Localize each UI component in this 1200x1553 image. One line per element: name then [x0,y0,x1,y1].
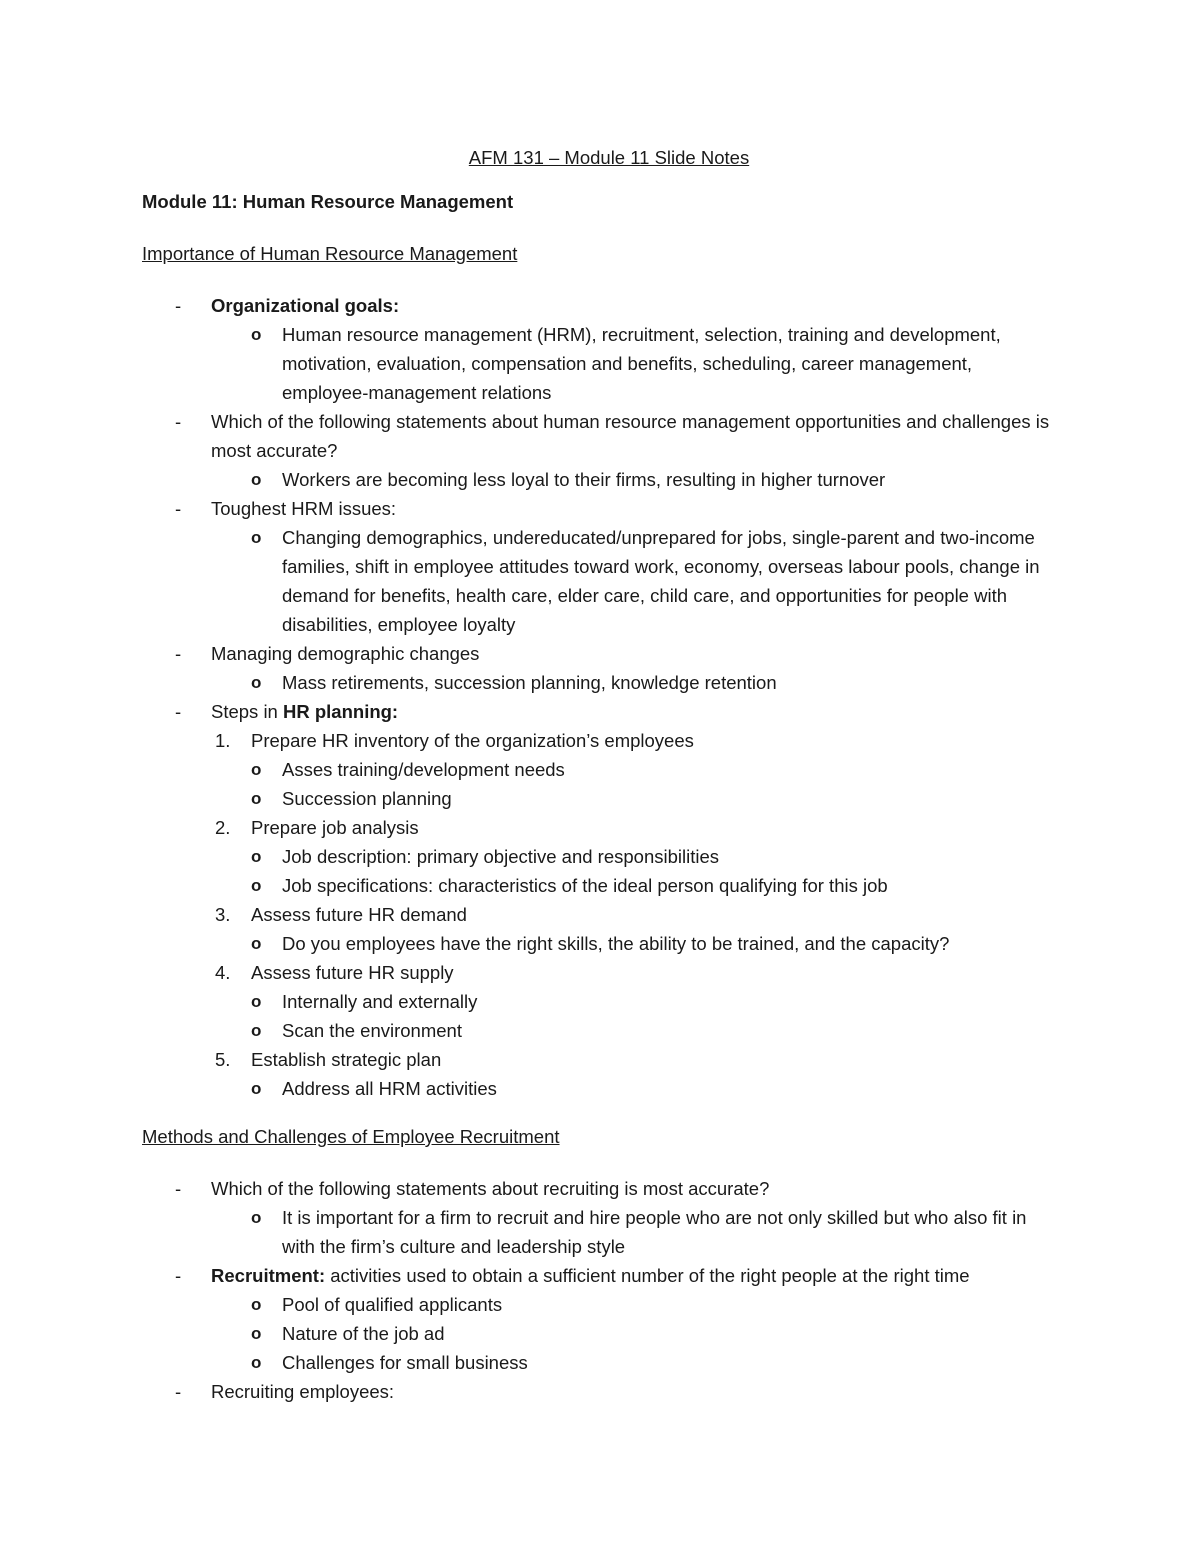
sub-list-item [142,1203,1062,1261]
list-item [142,1174,1062,1203]
dash-bullet: - [175,1265,182,1286]
sub-list-item-text: Job specifications: characteristics of the ideal person qualifying for this job [282,875,888,896]
sub-list-item [142,465,1062,494]
list-item-text: Recruiting employees: [211,1381,395,1402]
sub-list-item-text: Changing demographics, undereducated/unprepared for jobs, single-parent and two-income families, shift in employee attitudes toward work, economy, overseas labour pools, change in demand for benefits, health care, elder care, child care, and opportunities for people with disabilities, employee loyalty [282,527,1040,635]
circle-bullet-icon: o [251,876,262,895]
numbered-step [142,726,1062,755]
list-item-text: Which of the following statements about recruiting is most accurate? [211,1178,770,1199]
step-number: 4. [215,962,231,983]
list-item [142,494,1062,523]
sub-list-item-text: Mass retirements, succession planning, knowledge retention [282,672,777,693]
module-heading: Module 11: Human Resource Management [142,191,514,212]
sub-list-item [142,1319,1062,1348]
circle-bullet-icon: o [251,1324,262,1343]
step-text: Prepare HR inventory of the organization’s employees [251,730,694,751]
list-item [142,407,1062,465]
list-item [142,1377,1062,1406]
sub-list-item [142,987,1062,1016]
sub-list-item [142,842,1062,871]
section-heading-importance: Importance of Human Resource Management [142,243,518,264]
step-number: 1. [215,730,231,751]
sub-list-item-text: Scan the environment [282,1020,462,1041]
circle-bullet-icon: o [251,847,262,866]
sub-list-item-text: Pool of qualified applicants [282,1294,503,1315]
list-item-bold: HR planning: [283,701,399,722]
step-text: Assess future HR supply [251,962,454,983]
dash-bullet: - [175,701,182,722]
step-text: Prepare job analysis [251,817,419,838]
list-item-text: Managing demographic changes [211,643,480,664]
circle-bullet-icon: o [251,470,262,489]
sub-list-item-text: Workers are becoming less loyal to their firms, resulting in higher turnover [282,469,886,490]
sub-list-item-text: Asses training/development needs [282,759,565,780]
sub-list-item [142,1290,1062,1319]
circle-bullet-icon: o [251,1079,262,1098]
circle-bullet-icon: o [251,325,262,344]
list-item-label: Organizational goals: [211,295,400,316]
sub-list-item-text: Challenges for small business [282,1352,528,1373]
circle-bullet-icon: o [251,760,262,779]
sub-list-item [142,784,1062,813]
sub-list-item-text: Address all HRM activities [282,1078,497,1099]
sub-list-item-text: Human resource management (HRM), recruitment, selection, training and development, motivation, evaluation, compensation and benefits, scheduling, career management, employee-management relations [282,324,1001,403]
dash-bullet: - [175,1178,182,1199]
sub-list-item [142,871,1062,900]
sub-list-item-text: It is important for a firm to recruit and hire people who are not only skilled but who also fit in with the firm’s culture and leadership style [282,1207,1027,1257]
circle-bullet-icon: o [251,789,262,808]
sub-list-item-text: Job description: primary objective and responsibilities [282,846,720,867]
numbered-step [142,813,1062,842]
sub-list-item-text: Succession planning [282,788,452,809]
sub-list-item-text: Internally and externally [282,991,478,1012]
numbered-step [142,958,1062,987]
dash-bullet: - [175,295,182,316]
list-item-bold: Recruitment: [211,1265,326,1286]
list-item [142,291,1062,320]
circle-bullet-icon: o [251,934,262,953]
sub-list-item [142,1074,1062,1103]
step-text: Establish strategic plan [251,1049,442,1070]
dash-bullet: - [175,411,182,432]
step-number: 3. [215,904,231,925]
circle-bullet-icon: o [251,1295,262,1314]
circle-bullet-icon: o [251,992,262,1011]
sub-list-item-text: Nature of the job ad [282,1323,445,1344]
sub-list-item [142,929,1062,958]
step-text: Assess future HR demand [251,904,467,925]
circle-bullet-icon: o [251,1208,262,1227]
numbered-step [142,900,1062,929]
sub-list-item [142,1348,1062,1377]
list-item [142,639,1062,668]
sub-list-item-text: Do you employees have the right skills, the ability to be trained, and the capacity? [282,933,950,954]
list-item [142,1261,1062,1290]
document-body [142,143,1062,1406]
step-number: 5. [215,1049,231,1070]
bullet-list-importance [142,291,1062,1103]
sub-list-item [142,1016,1062,1045]
bullet-list-recruitment [142,1174,1062,1406]
list-item [142,697,1062,726]
dash-bullet: - [175,643,182,664]
circle-bullet-icon: o [251,673,262,692]
circle-bullet-icon: o [251,1021,262,1040]
sub-list-item [142,523,1062,639]
dash-bullet: - [175,1381,182,1402]
circle-bullet-icon: o [251,1353,262,1372]
sub-list-item [142,755,1062,784]
list-item-prefix: Steps in [211,701,283,722]
list-item-text: Which of the following statements about human resource management opportunities and challenges is most accurate? [211,411,1050,461]
list-item-text: Toughest HRM issues: [211,498,397,519]
sub-list-item [142,320,1062,407]
document-title: AFM 131 – Module 11 Slide Notes [468,147,750,168]
numbered-step [142,1045,1062,1074]
list-item-suffix: activities used to obtain a sufficient number of the right people at the right time [325,1265,970,1286]
sub-list-item [142,668,1062,697]
section-heading-recruitment: Methods and Challenges of Employee Recruitment [142,1126,560,1147]
dash-bullet: - [175,498,182,519]
circle-bullet-icon: o [251,528,262,547]
step-number: 2. [215,817,231,838]
